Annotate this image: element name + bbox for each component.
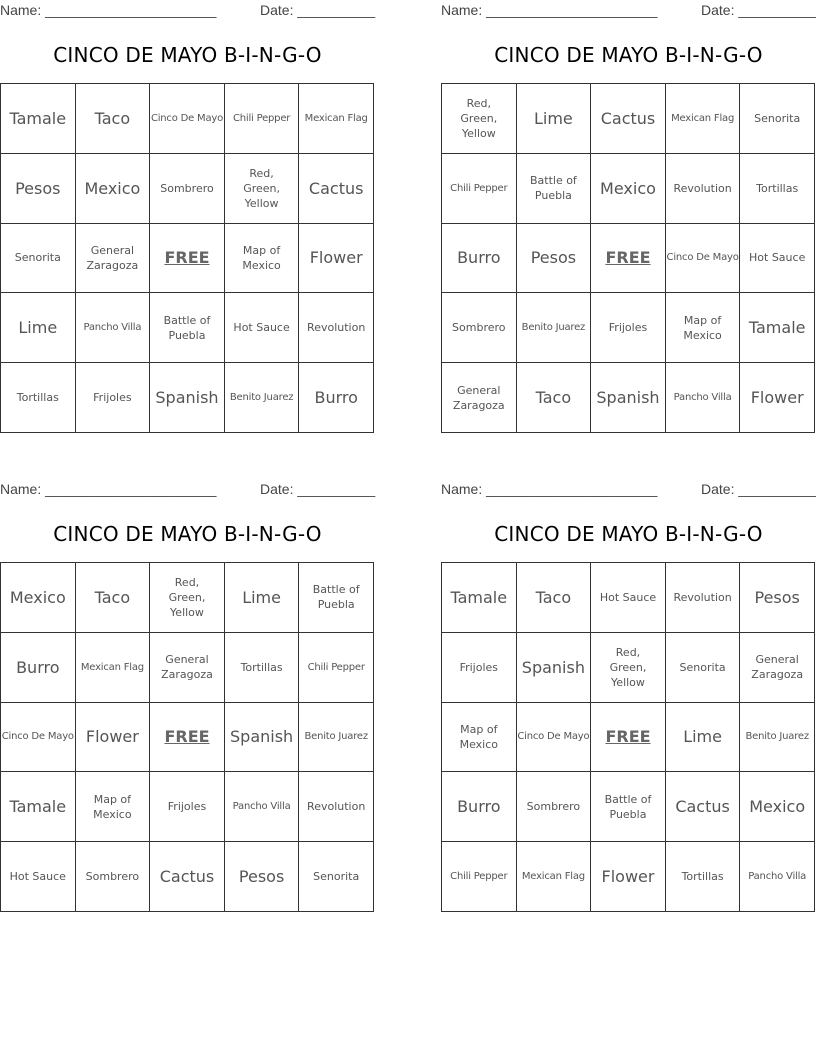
bingo-cell	[442, 633, 517, 703]
bingo-cell-text: Pancho Villa	[673, 392, 732, 404]
bingo-cell-text: Cinco De Mayo	[150, 112, 224, 124]
bingo-cell	[76, 772, 151, 842]
bingo-cell	[1, 703, 76, 773]
bingo-cell	[666, 84, 741, 154]
bingo-cell	[442, 703, 517, 773]
date-field-label: Date: __________	[260, 481, 376, 497]
bingo-cell-text: Battle of Puebla	[312, 583, 360, 612]
bingo-cell-text: Sombrero	[85, 870, 140, 884]
bingo-cell-text: Revolution	[307, 321, 366, 335]
name-date-row	[441, 0, 816, 20]
bingo-cell	[740, 772, 815, 842]
bingo-cell-text: Pesos	[238, 867, 285, 887]
bingo-cell-text: Cinco De Mayo	[1, 731, 74, 743]
bingo-cell-text: Cactus	[600, 108, 656, 128]
bingo-cell-text: Spanish	[521, 657, 585, 677]
bingo-cell-text: Red, Green, Yellow	[460, 96, 498, 140]
bingo-cell	[225, 633, 300, 703]
bingo-cell-text: Tamale	[9, 797, 67, 817]
bingo-cell	[299, 224, 374, 294]
bingo-cell-text: Cactus	[159, 867, 215, 887]
bingo-cell-text: Tortillas	[681, 870, 724, 884]
bingo-cell-text: Mexican Flag	[304, 112, 368, 124]
bingo-cell	[591, 842, 666, 912]
bingo-cell	[666, 224, 741, 294]
bingo-cell-text: Frijoles	[167, 800, 207, 814]
bingo-cell	[666, 293, 741, 363]
bingo-cell	[299, 703, 374, 773]
bingo-cell	[1, 772, 76, 842]
bingo-grid	[0, 83, 374, 433]
bingo-cell-text: Red, Green, Yellow	[168, 575, 206, 619]
bingo-cell-text: Frijoles	[608, 321, 648, 335]
bingo-cell	[225, 84, 300, 154]
bingo-cell	[1, 633, 76, 703]
bingo-cell-text: Taco	[535, 587, 572, 607]
bingo-cell	[740, 84, 815, 154]
bingo-cell	[225, 703, 300, 773]
card-title: CINCO DE MAYO B-I-N-G-O	[494, 43, 763, 67]
bingo-cell-text: Pancho Villa	[748, 871, 807, 883]
bingo-cell-text: Cactus	[675, 797, 730, 817]
bingo-cell	[150, 842, 225, 912]
bingo-cell	[76, 842, 151, 912]
bingo-cell	[1, 84, 76, 154]
bingo-cell	[225, 563, 300, 633]
name-field-label: Name: ______________________	[441, 481, 658, 497]
bingo-cell	[517, 363, 592, 433]
bingo-cell-text: Hot Sauce	[233, 321, 290, 335]
bingo-cell	[740, 154, 815, 224]
name-field-label: Name: ______________________	[0, 2, 217, 18]
bingo-cell-text: Lime	[18, 318, 58, 338]
name-date-row	[0, 0, 375, 20]
bingo-cell	[225, 772, 300, 842]
bingo-cell	[442, 842, 517, 912]
bingo-cell	[740, 363, 815, 433]
bingo-cell	[517, 84, 592, 154]
bingo-cell	[150, 154, 225, 224]
bingo-cell	[76, 563, 151, 633]
free-space	[591, 224, 666, 294]
date-field-label: Date: __________	[701, 2, 816, 18]
bingo-cell-text: Mexico	[749, 797, 806, 817]
bingo-cell-text: Tortillas	[240, 660, 283, 674]
bingo-card-1	[0, 0, 375, 435]
bingo-cell	[150, 772, 225, 842]
bingo-cell-text: Spanish	[155, 388, 219, 408]
bingo-cell-text: Cinco De Mayo	[517, 731, 590, 743]
bingo-cell	[442, 363, 517, 433]
bingo-cell	[666, 563, 741, 633]
bingo-cell-text: Battle of Puebla	[163, 313, 211, 342]
date-field-label: Date: __________	[260, 2, 376, 18]
bingo-cell	[740, 224, 815, 294]
bingo-cell-text: Benito Juarez	[304, 731, 368, 743]
bingo-cell	[442, 563, 517, 633]
bingo-cell	[225, 363, 300, 433]
free-space	[591, 703, 666, 773]
bingo-cell-text: Mexican Flag	[671, 112, 735, 124]
bingo-cell	[299, 84, 374, 154]
free-space	[150, 224, 225, 294]
bingo-cell	[591, 633, 666, 703]
bingo-cell	[442, 772, 517, 842]
bingo-cell-text: Map of Mexico	[242, 243, 281, 272]
bingo-cell	[76, 293, 151, 363]
bingo-cell	[666, 154, 741, 224]
bingo-cell-text: Benito Juarez	[745, 731, 809, 743]
bingo-cell	[517, 633, 592, 703]
name-date-row	[441, 479, 816, 499]
bingo-cell-text: Taco	[94, 108, 131, 128]
bingo-cell	[740, 703, 815, 773]
bingo-cell	[1, 563, 76, 633]
bingo-cell-text: Chili Pepper	[450, 182, 508, 194]
bingo-cell	[666, 633, 741, 703]
bingo-cell	[442, 224, 517, 294]
bingo-cell-text: Benito Juarez	[521, 322, 586, 334]
bingo-cell-text: Pesos	[15, 178, 61, 198]
bingo-cell-text: General Zaragoza	[452, 383, 505, 412]
bingo-cell	[299, 633, 374, 703]
bingo-cell	[1, 224, 76, 294]
bingo-cell	[517, 842, 592, 912]
bingo-card-2	[441, 0, 816, 435]
bingo-cell	[740, 842, 815, 912]
bingo-cell-text: Frijoles	[93, 391, 132, 405]
bingo-cell	[225, 154, 300, 224]
bingo-cell-text: Tamale	[9, 108, 67, 128]
bingo-cell-text: Sombrero	[160, 181, 214, 195]
bingo-cell-text: Burro	[16, 657, 60, 677]
bingo-cell	[591, 563, 666, 633]
bingo-cell	[442, 293, 517, 363]
bingo-cell-text: Chili Pepper	[307, 661, 365, 673]
bingo-cell	[150, 293, 225, 363]
bingo-cell	[740, 293, 815, 363]
bingo-cell	[76, 84, 151, 154]
bingo-cell-text: Flower	[309, 248, 363, 268]
bingo-cell-text: Tortillas	[16, 391, 59, 405]
bingo-cell-text: Lime	[242, 587, 281, 607]
free-space	[150, 703, 225, 773]
bingo-cell-text: Sombrero	[452, 321, 506, 335]
bingo-cell-text: Senorita	[14, 251, 61, 265]
bingo-cell	[517, 293, 592, 363]
bingo-cell	[150, 633, 225, 703]
bingo-cell	[1, 363, 76, 433]
bingo-cell-text: Flower	[85, 727, 139, 747]
bingo-cell	[666, 363, 741, 433]
bingo-cell-text: Battle of Puebla	[529, 174, 577, 203]
bingo-cell	[225, 293, 300, 363]
bingo-cell-text: Mexican Flag	[521, 871, 585, 883]
bingo-cell	[1, 293, 76, 363]
bingo-cell-text: Red, Green, Yellow	[609, 645, 647, 689]
bingo-cell-text: Sombrero	[526, 800, 581, 814]
bingo-cell-text: Revolution	[307, 800, 366, 814]
date-field-label: Date: __________	[701, 481, 816, 497]
bingo-cell	[740, 563, 815, 633]
bingo-cell-text: FREE	[164, 727, 210, 747]
bingo-cell	[299, 563, 374, 633]
bingo-cell	[299, 293, 374, 363]
bingo-cell	[76, 224, 151, 294]
bingo-cell	[517, 563, 592, 633]
bingo-cell-text: Spanish	[230, 727, 294, 747]
bingo-cell-text: Burro	[457, 248, 501, 268]
bingo-cell-text: Chili Pepper	[232, 112, 291, 124]
bingo-grid	[0, 562, 374, 912]
card-title: CINCO DE MAYO B-I-N-G-O	[53, 43, 322, 67]
bingo-cell-text: General Zaragoza	[751, 653, 804, 682]
bingo-cell	[740, 633, 815, 703]
name-date-row	[0, 479, 375, 499]
bingo-cell	[666, 842, 741, 912]
bingo-cell-text: Mexican Flag	[80, 661, 144, 673]
bingo-cell-text: Frijoles	[459, 660, 499, 674]
bingo-cell-text: Mexico	[600, 178, 656, 198]
bingo-cell-text: Map of Mexico	[93, 792, 132, 821]
bingo-cell	[225, 224, 300, 294]
bingo-cell	[666, 703, 741, 773]
bingo-cell-text: Pancho Villa	[232, 801, 291, 813]
bingo-cell-text: Burro	[457, 797, 501, 817]
bingo-cell-text: Hot Sauce	[599, 590, 657, 604]
bingo-cell-text: Chili Pepper	[450, 871, 508, 883]
bingo-cell	[442, 84, 517, 154]
bingo-cell	[442, 154, 517, 224]
bingo-grid	[441, 562, 815, 912]
bingo-cell	[591, 772, 666, 842]
bingo-cell	[517, 703, 592, 773]
bingo-cell	[76, 703, 151, 773]
bingo-card-3	[0, 479, 375, 914]
bingo-cell	[517, 224, 592, 294]
bingo-cell-text: General Zaragoza	[161, 653, 213, 682]
bingo-cell	[591, 293, 666, 363]
bingo-cell-text: Map of Mexico	[459, 722, 498, 751]
bingo-cell	[666, 772, 741, 842]
bingo-cell	[1, 154, 76, 224]
bingo-cell	[517, 772, 592, 842]
bingo-cell-text: Red, Green, Yellow	[243, 166, 280, 210]
bingo-cell-text: Revolution	[673, 181, 732, 195]
bingo-cell	[299, 772, 374, 842]
bingo-cell-text: Pesos	[754, 587, 800, 607]
card-title: CINCO DE MAYO B-I-N-G-O	[53, 522, 322, 546]
bingo-cell-text: Cinco De Mayo	[666, 252, 739, 264]
bingo-cell	[76, 633, 151, 703]
bingo-cell	[225, 842, 300, 912]
bingo-cell-text: FREE	[605, 248, 651, 268]
bingo-cell-text: Mexico	[84, 178, 141, 198]
bingo-cell-text: Tamale	[748, 318, 806, 338]
bingo-cell-text: Lime	[533, 108, 573, 128]
bingo-cell-text: Senorita	[313, 870, 360, 884]
bingo-cell-text: General Zaragoza	[86, 243, 139, 272]
name-field-label: Name: ______________________	[441, 2, 658, 18]
bingo-cell-text: Cactus	[308, 178, 364, 198]
bingo-cell-text: Spanish	[596, 388, 660, 408]
bingo-cell-text: Pancho Villa	[83, 322, 142, 334]
bingo-cell	[76, 363, 151, 433]
bingo-cell	[76, 154, 151, 224]
bingo-grid	[441, 83, 815, 433]
bingo-cell-text: Hot Sauce	[749, 251, 806, 265]
bingo-card-4	[441, 479, 816, 914]
bingo-cell-text: Tamale	[450, 587, 508, 607]
bingo-cell	[150, 84, 225, 154]
bingo-cell-text: Map of Mexico	[683, 313, 722, 342]
bingo-cell	[150, 563, 225, 633]
bingo-cell-text: Pesos	[530, 248, 577, 268]
bingo-cell	[591, 84, 666, 154]
bingo-cell-text: Mexico	[9, 587, 66, 607]
bingo-cell-text: Taco	[535, 388, 572, 408]
bingo-cell-text: Flower	[750, 388, 804, 408]
bingo-cell-text: Senorita	[754, 111, 801, 125]
bingo-cell	[150, 363, 225, 433]
bingo-cell	[591, 154, 666, 224]
bingo-cell-text: Hot Sauce	[9, 870, 66, 884]
card-title: CINCO DE MAYO B-I-N-G-O	[494, 522, 763, 546]
bingo-cell	[517, 154, 592, 224]
bingo-cell	[299, 154, 374, 224]
bingo-cell-text: FREE	[605, 727, 651, 747]
bingo-cell-text: Battle of Puebla	[604, 792, 652, 821]
name-field-label: Name: ______________________	[0, 481, 217, 497]
bingo-cell-text: Flower	[601, 867, 655, 887]
bingo-cell	[299, 363, 374, 433]
bingo-cell-text: Tortillas	[756, 181, 799, 195]
bingo-cell-text: FREE	[164, 248, 210, 268]
bingo-cell-text: Taco	[94, 587, 131, 607]
bingo-cell	[591, 363, 666, 433]
bingo-cell-text: Lime	[683, 727, 722, 747]
bingo-cell-text: Burro	[314, 388, 358, 408]
bingo-cell-text: Senorita	[679, 660, 726, 674]
bingo-cell	[299, 842, 374, 912]
bingo-cell	[1, 842, 76, 912]
bingo-cell-text: Revolution	[673, 590, 732, 604]
bingo-cell-text: Benito Juarez	[229, 392, 294, 404]
